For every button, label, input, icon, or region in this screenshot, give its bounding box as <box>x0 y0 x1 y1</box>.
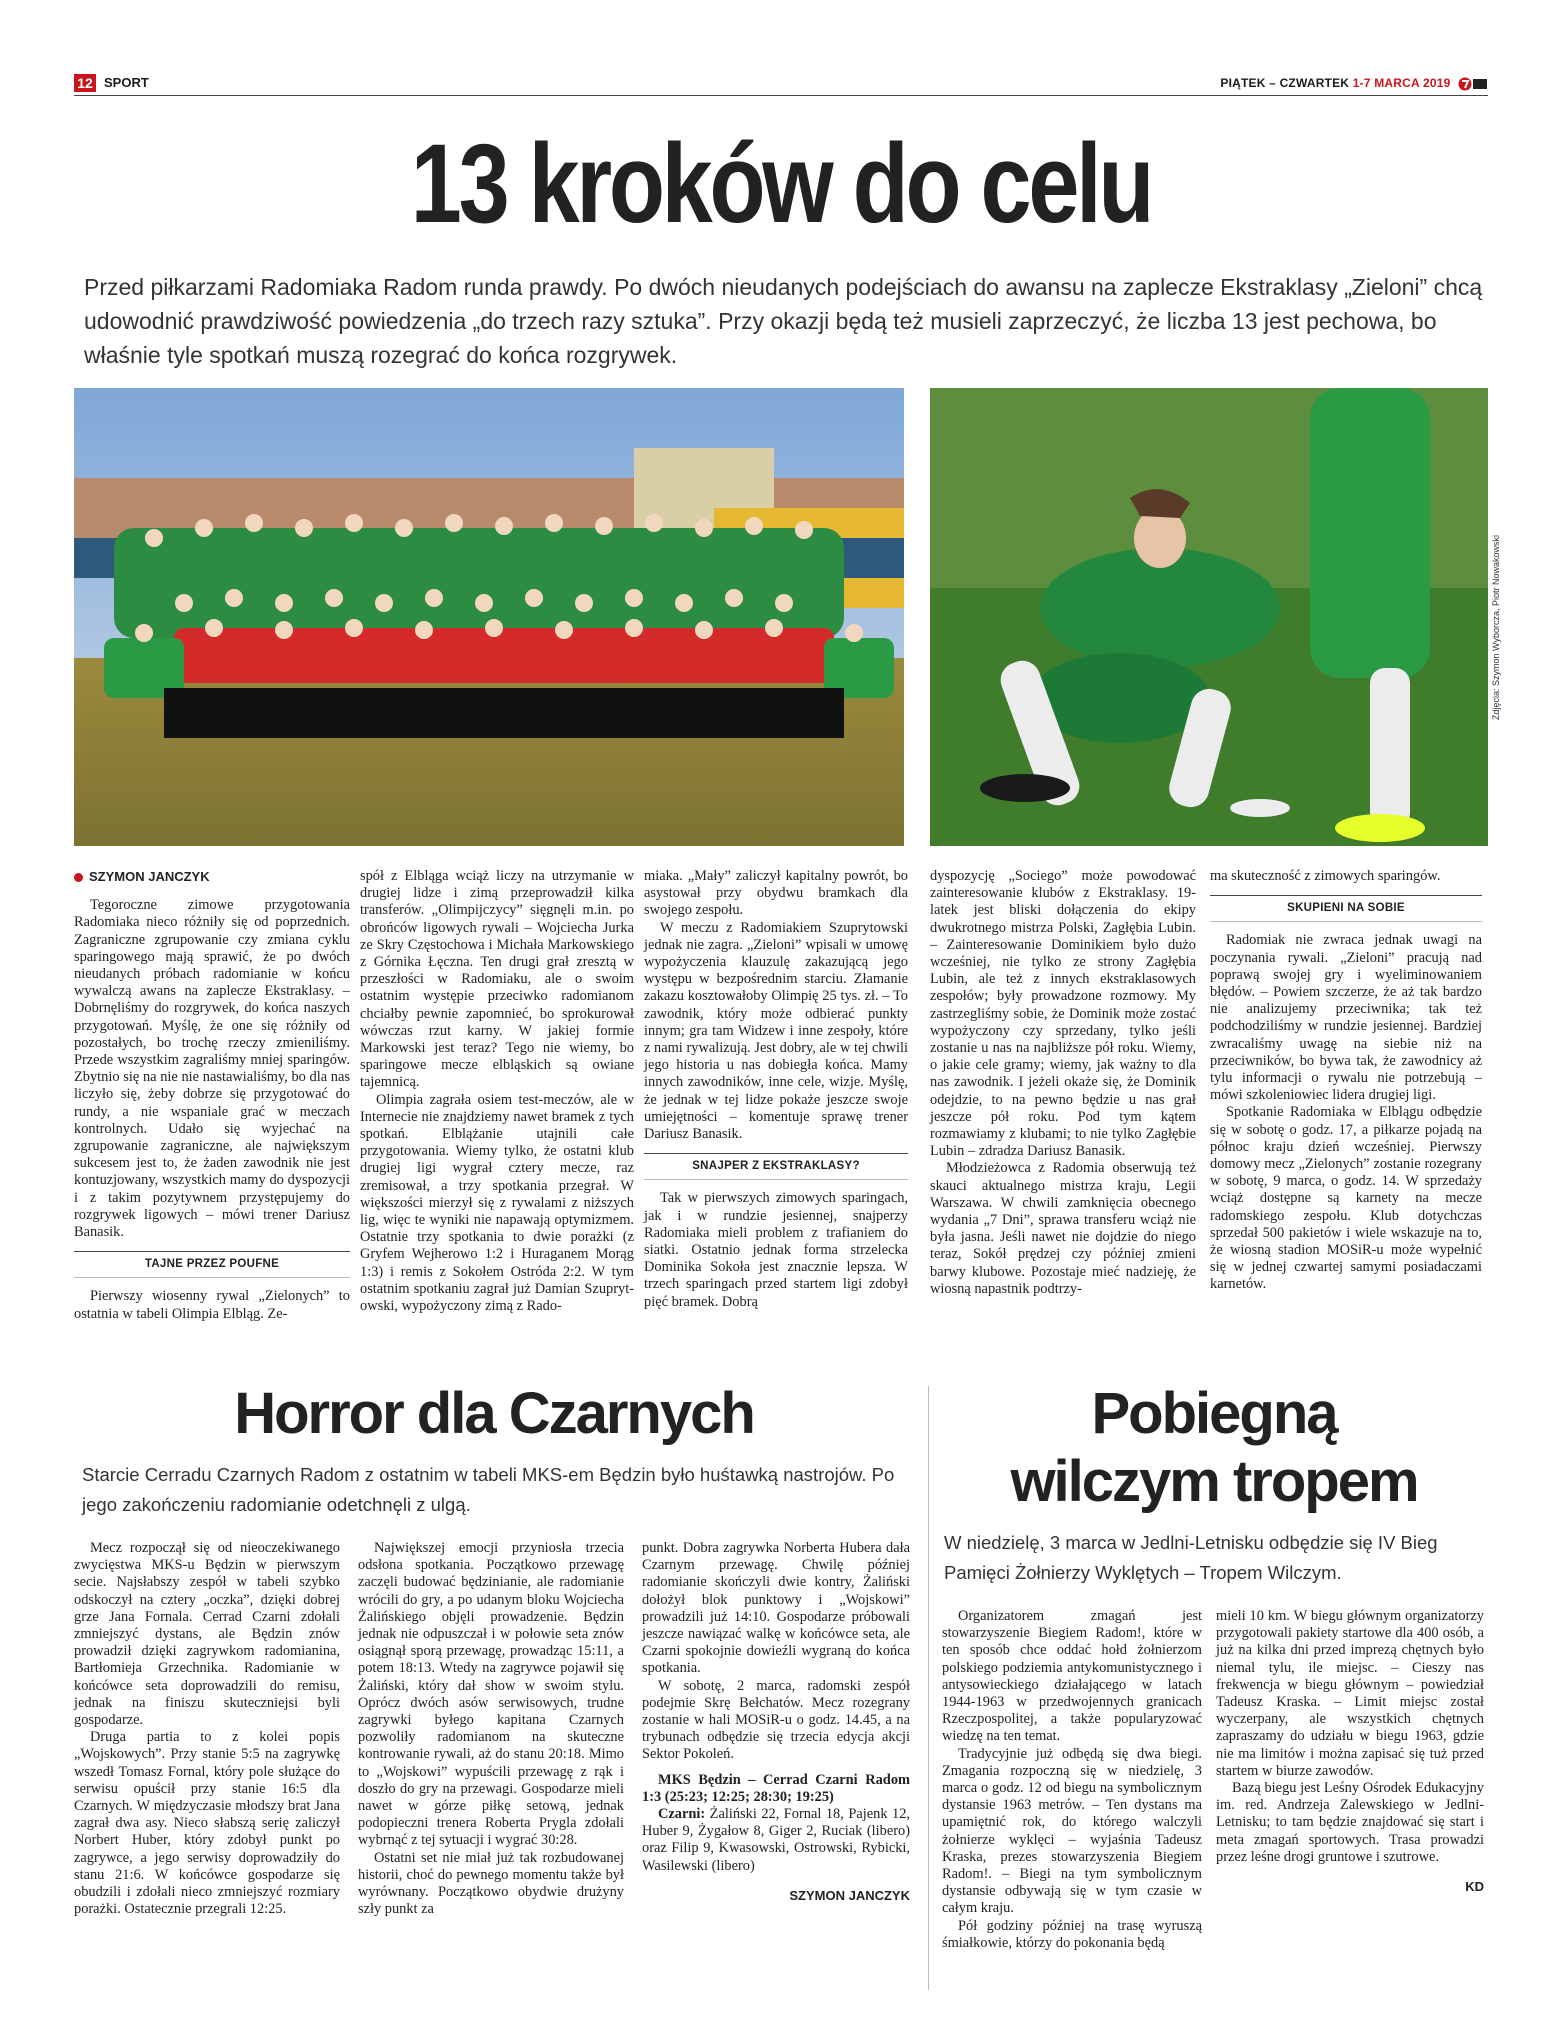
article1-column-2 <box>360 868 634 1315</box>
horror-lead: Starcie Cerradu Czarnych Radom z ostatnim w tabeli MKS-em Będzin było huśtawką nastrojów. Po jego zakończeniu radomianie odetchnęli z ulgą. <box>82 1464 895 1515</box>
paragraph: spół z Elbląga wciąż liczy na utrzymanie w drugiej lidze i zimą przeprowadził kilka transferów. „Olimpijczycy” sięgnęli m.in. po obrońców ligowych rywali – Wojciecha Jurka ze Skry Częstochowa i Michała Markowskiego z Górnika Łęczna. Ten drugi grał zresztą w przeszłości w Radomiaku, ale o swoim ostatnim występie przeciwko radomianom chciałby pewnie zapomnieć, bo sprokurował wówczas rzut karny. W jakiej formie Markowski jest teraz? Tego nie wiemy, bo sparingowe mecze elbląskich są owiane tajemnicą. <box>360 868 634 1091</box>
paragraph: Spotkanie Radomiaka w Elblągu odbędzie się w sobotę o godz. 17, a piłkarze pojadą na północ kraju dzień wcześniej. Pierwszy domowy mecz „Zielonych” zostanie rozegrany w sobotę, 9 marca, o godz. 14. W sprzedaży wciąż dostępne są karnety na mecze radomskiego zespołu. Klub dotychczas sprzedał 500 pakietów i wiele wskazuje na to, że wiosną stadion MOSiR-u może wypełnić się w jednej czwartej samymi posiadaczami karnetów. <box>1210 1104 1482 1293</box>
date-range: 1-7 MARCA 2019 <box>1352 76 1451 90</box>
horror-headline: Horror dla Czarnych <box>234 1381 754 1446</box>
subheading: SKUPIENI NA SOBIE <box>1210 895 1482 922</box>
pobiegna-lead: W niedzielę, 3 marca w Jedlni-Letnisku odbędzie się IV Bieg Pamięci Żołnierzy Wyklętych – Tropem Wilczym. <box>944 1532 1438 1583</box>
paragraph: Pół godziny później na trasę wyruszą śmiałkowie, którzy do pokonania będą <box>942 1917 1202 1951</box>
photo-credit: Zdjęcia: Szymon Wyborcza, Piotr Nowakowski <box>1491 535 1501 720</box>
article2-column-1 <box>74 1540 340 1918</box>
score-lineup-text: Żaliński 22, Fornal 18, Pajenk 12, Huber 9, Żygałow 8, Giger 2, Ruciak (libero) oraz Filip 9, Kwasowski, Ostrowski, Rybicki, Wasilewski (libero) <box>642 1806 910 1874</box>
paragraph: Największej emocji przyniosła trzecia odsłona spotkania. Początkowo przewagę zaczęli budować będzinianie, ale radomianie wrócili do gry, a po udanym bloku Wojciecha Żalińskiego objęli prowadzenie. Będzin jednak nie odpuszczał i w połowie seta znów osiągnął sporą przewagę, prowadząc 15:11, a potem 18:13. Wtedy na zagrywce pojawił się Żaliński, który dał show w swoim stylu. Oprócz dwóch asów serwisowych, trudne zagrywki byłego kapitana Czarnych pozwoliły radomianom na skuteczne kontrowanie rywali, aż do stanu 20:18. Mimo to „Wojskowi” wypuścili przewagę z rąk i doszło do gry na przewagi. Gospodarze mieli nawet w górze piłkę setową, jednak podopieczni trenera Roberta Prygla zdołali wybrnąć z tej sytuacji i wygrać 30:28. <box>358 1540 624 1849</box>
paragraph: ma skuteczność z zimowych sparingów. <box>1210 868 1441 884</box>
score-title: MKS Będzin – Cerrad Czarni Radom 1:3 (25:23; 12:25; 28:30; 19:25) <box>642 1771 910 1805</box>
paragraph: Tradycyjnie już odbędą się dwa biegi. Zmagania rozpoczną się w niedzielę, 3 marca o godz. 12 od biegu na symbolicznym dystansie 1963 metrów. – Ten dystans ma upamiętnić rok, do którego walczyli żołnierze wyklęci – wyjaśnia Tadeusz Kraska, prezes stowarzyszenia Biegiem Radom!. – Biegi na tym symbolicznym dystansie odbywają się w tym czasie w całym kraju. <box>942 1745 1202 1917</box>
section-label: SPORT <box>104 75 149 90</box>
column-divider <box>928 1386 929 1990</box>
paragraph: W sobotę, 2 marca, radomski zespół podejmie Skrę Bełchatów. Mecz rozegrany zostanie w hali MOSiR-u o godz. 14.45, a na trybunach odbędzie się trzecia edycja akcji Sektor Pokoleń. <box>642 1677 910 1763</box>
article2-column-2 <box>358 1540 624 1918</box>
paragraph: dyspozycję „Sociego” może powodować zainteresowanie klubów z Ekstraklasy. 19-latek jest bliski dołączenia do ekipy dwukrotnego mistrza Polski, Zagłębia Lubin. – Zainteresowanie Dominikiem było dużo wcześniej, nie tylko ze strony Zagłębia Lubin, ale też z innych ekstraklasowych zespołów; były prowadzone rozmowy. My zastrzegliśmy sobie, że Dominik może zostać wypożyczony czy sprzedany, tylko jeśli zostanie u nas na najbliższe pół roku. Wiemy, o jakie cele gramy; wiemy, jak ważny to dla nas zawodnik. I jeżeli okaże się, że Dominik odejdzie, to na pewno będzie u nas grał jeszcze pół roku. Pod tym kątem rozmawiamy z klubami; to nie tylko Zagłębie Lubin – zdradza Dariusz Banasik. <box>930 868 1196 1160</box>
paragraph: Druga partia to z kolei popis „Wojskowych”. Przy stanie 5:5 na zagrywkę wszedł Tomasz Fornal, który pole służące do serwisu opuścił przy stanie 16:5 dla Czarnych. W międzyczasie młodszy brat Jana zagrał dwa asy. Nieco słabszą serię zaliczył Norbert Huber, który zdobył punkt po zagrywce, a jego serwisy doprowadziły do stanu 21:6. W końcówce gospodarze się obudzili i zdołali nieco zmniejszyć rozmiary porażki. Ostatecznie przegrali 12:25. <box>74 1729 340 1918</box>
article3-column-2 <box>1216 1608 1484 1895</box>
main-lead: Przed piłkarzami Radomiaka Radom runda prawdy. Po dwóch nieudanych podejściach do awansu na zaplecze Ekstraklasy „Zieloni” chcą udowodnić prawdziwość powiedzenia „do trzech razy sztuka”. Przy okazji będą też musieli zaprzeczyć, że liczba 13 jest pechowa, bo właśnie tyle spotkań muszą rozegrać do końca rozgrywek. <box>84 274 1483 368</box>
action-photo <box>930 388 1488 846</box>
dateline <box>1220 74 1488 92</box>
paragraph: Organizatorem zmagań jest stowarzyszenie Biegiem Radom!, które w ten sposób chce oddać hołd żołnierzom polskiego podziemia antykomunistycznego i antysowieckiego działającego w latach 1944-1963 w przedwojennych granicach Rzeczpospolitej, a także popularyzować wiedzę na ten temat. <box>942 1608 1202 1745</box>
team-photo <box>74 388 904 846</box>
article2-author: SZYMON JANCZYK <box>789 1887 910 1903</box>
article1-column-4 <box>930 868 1196 1298</box>
score-lineup-label: Czarni: <box>658 1806 706 1823</box>
paragraph: punkt. Dobra zagrywka Norberta Hubera dała Czarnym przewagę. Chwilę później radomianie skończyli dwie kontry, Żaliński dołożył blok punktowy i „Wojskowi” prowadzili już 14:10. Gospodarze próbowali jeszcze nawiązać walkę w końcówce seta, ale Czarni spokojnie dowieźli wygraną do końca spotkania. <box>642 1540 910 1677</box>
subheading: TAJNE PRZEZ POUFNE <box>74 1251 350 1278</box>
article3-column-1 <box>942 1608 1202 1952</box>
paragraph: miaka. „Mały” zaliczył kapitalny powrót, bo asystował przy obydwu bramkach dla swojego zespołu. <box>644 868 908 919</box>
7dni-logo-icon <box>1458 77 1488 91</box>
paragraph: W meczu z Radomiakiem Szuprytowski jednak nie zagra. „Zieloni” wpisali w umowę wypożyczenia klauzulę zakazującą jego występu w bezpośrednim starciu. Złamanie zakazu kosztowałoby Olimpię 25 tys. zł. – To zawodnik, który może odbierać punkty innym; gra tam Widzew i inne zespoły, które z nami rywalizują. Jest dobry, ale w tej chwili jego historia u nas dobiegła końca. Mamy innych zawodników, inne cele, wizje. Myślę, że jednak w tej lidze pokaże jeszcze swoje umiejętności – komentuje sprawę trener Dariusz Banasik. <box>644 919 908 1143</box>
action-photo-image <box>930 388 1488 846</box>
subheading: SNAJPER Z EKSTRAKLASY? <box>644 1153 908 1180</box>
paragraph: Olimpia zagrała osiem test-meczów, ale w Internecie nie znajdziemy nawet bramek z tych spotkań. Elblążanie utajnili całe przygotowania. Wiemy tylko, że ostatni klub drugiej ligi wygrał cztery mecze, raz zremisował, a trzy spotkania przegrał. W większości mierzył się z rywalami z niższych lig, więc te wyniki nie napawają optymizmem. Ostatnie trzy spotkania to dwie porażki (z Gryfem Wejherowo 1:2 i Huraganem Morąg 1:3) i remis z Sokołem Ostróda 2:2. W tym ostatnim spotkaniu zagrał już Damian Szuprytowski, wypożyczony zimą z Rado- <box>360 1091 634 1315</box>
byline <box>74 868 350 885</box>
article3-author: KD <box>1465 1879 1484 1895</box>
paragraph: Mecz rozpoczął się od nieoczekiwanego zwycięstwa MKS-u Będzin w pierwszym secie. Najsłabszy zespół w tabeli szybko odskoczył na cztery „oczka”, dzięki dobrej grze Jana Fornala. Cerrad Czarni zdołali zmniejszyć dystans, ale Będzin znów prowadził dzięki zagrywkom radomianina, Bartłomieja Grzechnika. Radomianie w końcówce seta doprowadzili do remisu, jednak na finiszu skuteczniejsi byli gospodarze. <box>74 1540 340 1729</box>
score-lineup <box>642 1806 910 1875</box>
paragraph: mieli 10 km. W biegu głównym organizatorzy przygotowali pakiety startowe dla 400 osób, a już na kilka dni przed imprezą chętnych było niemal tylu, ile miejsc. – Cieszy nas frekwencja w biegu głównym – powiedział Tadeusz Kraska. – Limit miejsc został wyczerpany, ale wszystkich chętnych zapraszamy do udziału w biegu 1963, gdzie nie ma limitów i można zapisać się tuż przed startem w biurze zawodów. <box>1216 1608 1484 1779</box>
paragraph: Tak w pierwszych zimowych sparingach, jak i w rundzie jesiennej, snajperzy Radomiaka mieli problem z trafianiem do siatki. Ostatnio jednak forma strzelecka Dominika Sokoła jest znacznie lepsza. W trzech sparingach przed startem ligi zdobył pięć bramek. Dobrą <box>644 1190 908 1310</box>
headline-line-1: Pobiegną <box>1091 1381 1337 1446</box>
headline-line-2: wilczym tropem <box>1010 1449 1418 1514</box>
byline-name: SZYMON JANCZYK <box>89 869 210 884</box>
team-photo-image <box>74 388 904 846</box>
article1-column-3 <box>644 868 908 1311</box>
main-headline: 13 kroków do celu <box>410 121 1152 246</box>
paragraph: Bazą biegu jest Leśny Ośrodek Edukacyjny im. red. Andrzeja Zalewskiego w Jedlni-Letnisku; to tam będzie znajdować się start i meta zmagań sportowych. Trasa prowadzi przez leśne drogi gruntowe i szutrowe. <box>1216 1780 1484 1865</box>
article1-column-5 <box>1210 868 1482 1294</box>
article1-column-1 <box>74 868 350 1323</box>
header-rule <box>74 95 1488 96</box>
pobiegna-headline <box>940 1380 1488 1516</box>
paragraph: Młodzieżowca z Radomia obserwują też skauci aktualnego mistrza kraju, Legii Warszawa. W chwili zamknięcia obecnego wydania „7 Dni”, sprawa transferu wciąż nie była jasna. Jeśli nawet nie dojdzie do niego teraz, Sokół prędzej czy później zmieni barwy klubowe. Pozostaje mieć nadzieję, że wiosną napastnik podtrzy- <box>930 1160 1196 1297</box>
paragraph: Tegoroczne zimowe przygotowania Radomiaka nieco różniły się od poprzednich. Zagraniczne zgrupowanie czy zmiana cyklu sparingowego mają sprawić, że po dwóch nieudanych próbach radomianie w końcu wywalczą awans na zaplecze Ekstraklasy. – Dobrnęliśmy do rozgrywek, do końca naszych przygotowań. Myślę, że one się różniły od pozostałych, bo trochę rzeczy zmieniliśmy. Przede wszystkim zagraliśmy mniej sparingów. Zbytnio się na nie nie nastawialiśmy, bo dla nas liczyło się, żeby dobrze się przygotować do rundy, a nie wspaniale grać w meczach kontrolnych. Udało się wyjechać na zgrupowanie zagraniczne, ale największym sukcesem jest to, że żaden zawodnik nie jest kontuzjowany, wszystkich mamy do dyspozycji i z takim pozytywnem przystępujemy do rozgrywek ligowych – mówi trener Dariusz Banasik. <box>74 897 350 1241</box>
bullet-icon <box>74 873 83 882</box>
article2-column-3 <box>642 1540 910 1904</box>
paragraph: Radomiak nie zwraca jednak uwagi na poczynania rywali. „Zieloni” pracują nad poprawą swojej gry i wyeliminowaniem błędów. – Powiem szczerze, że aż tak bardzo nie analizujemy przeciwnika; tak też podchodziliśmy w rundzie jesiennej. Bardziej zwracaliśmy uwagę na siebie niż na przeciwników, bo bywa tak, że zawodnicy aż tylu informacji o rywalu nie potrzebują – mówi szkoleniowiec lidera drugiej ligi. <box>1210 932 1482 1104</box>
paragraph: Ostatni set nie miał już tak rozbudowanej historii, choć do pewnego momentu także był wyrównany. Początkowo obydwie drużyny szły punkt za <box>358 1849 624 1918</box>
paragraph: Pierwszy wiosenny rywal „Zielonych” to ostatnia w tabeli Olimpia Elbląg. Ze- <box>74 1288 350 1322</box>
page-number: 12 <box>74 74 96 92</box>
date-prefix: PIĄTEK – CZWARTEK <box>1220 76 1350 90</box>
